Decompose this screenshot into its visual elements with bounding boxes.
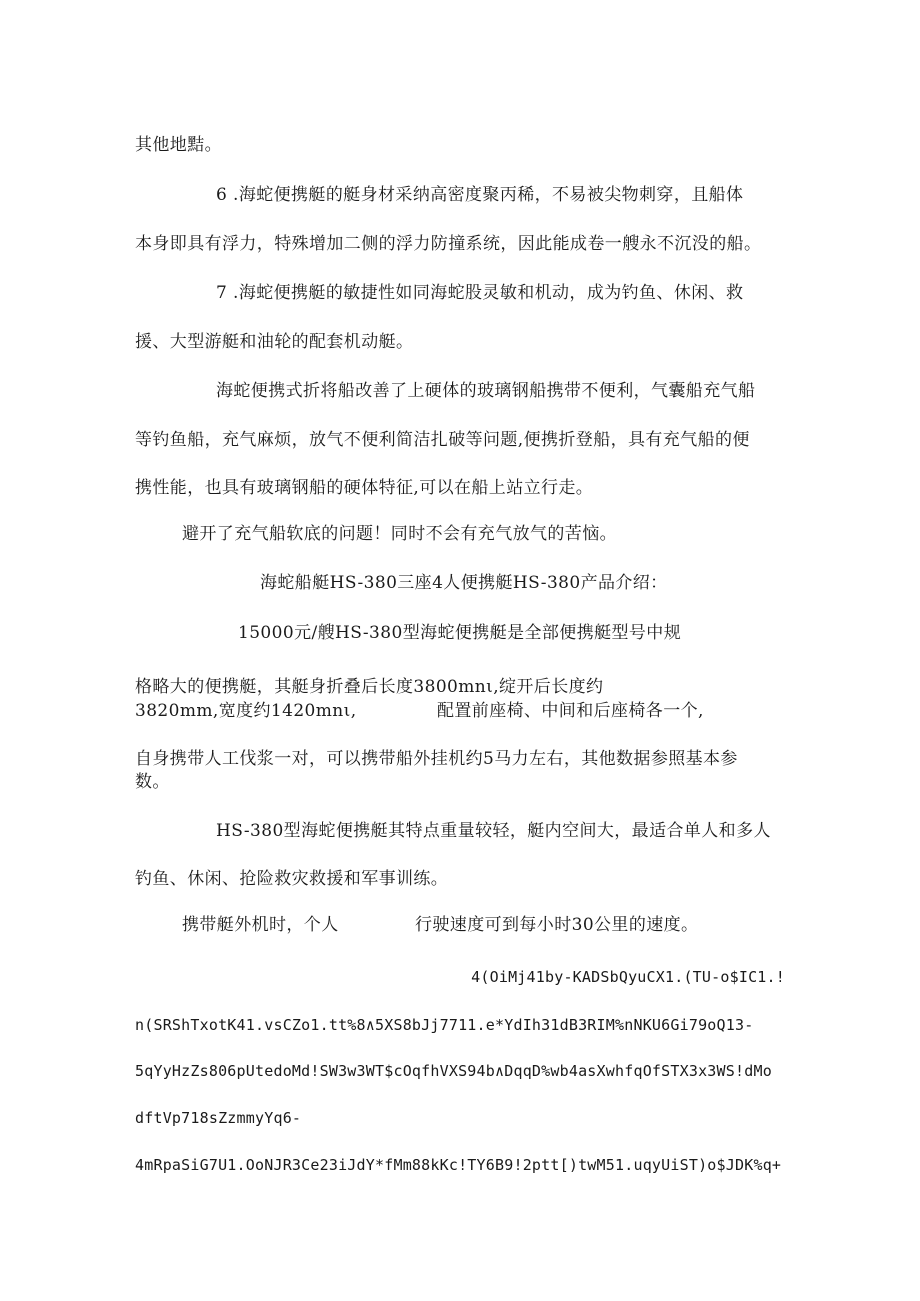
paragraph-item-7-line-2: 援、大型游艇和油轮的配套机动艇。 bbox=[135, 332, 414, 352]
paragraph-item-6-line-1: 6 .海蛇便携艇的艇身材采纳高密度聚丙稀，不易被尖物刺穿，且船体 bbox=[216, 185, 744, 205]
garbled-line-1: 4(OiMj41by-KADSbQyuCX1.(TU-o$IC1.! bbox=[471, 968, 785, 986]
paragraph-avoid-issue: 避开了充气船软底的问题！同时不会有充气放气的苦恼。 bbox=[182, 524, 617, 544]
garbled-line-3: 5qYyHzZs806pUtedoMd!SW3w3WT$cOqfhVXS94b∧DqqD%wb4asXwhfqOfSTX3x3WS!dMo bbox=[135, 1062, 772, 1080]
feature-line-1: HS-380型海蛇便携艇其特点重量较轻，艇内空间大，最适合单人和多人 bbox=[216, 821, 771, 841]
spec-line-1: 格略大的便携艇，其艇身折叠后长度3800mnι,绽开后长度约 bbox=[135, 677, 604, 697]
equipment-line-2: 数。 bbox=[135, 772, 170, 792]
equipment-line-1: 自身携带人工伐浆一对，可以携带船外挂机约5马力左右，其他数据参照基本参 bbox=[135, 749, 738, 769]
paragraph-improvement-line-3: 携性能，也具有玻璃钢船的硬体特征,可以在船上站立行走。 bbox=[135, 478, 594, 498]
speed-line-part-2: 行驶速度可到每小时30公里的速度。 bbox=[415, 915, 699, 935]
garbled-line-5: 4mRpaSiG7U1.OoNJR3Ce23iJdY*fMm88kKc!TY6B9!2ptt[)twM51.uqyUiST)o$JDK%q+ bbox=[135, 1156, 782, 1174]
paragraph-item-6-line-2: 本身即具有浮力，特殊增加二侧的浮力防撞系统，因此能成卷一艘永不沉没的船。 bbox=[135, 234, 762, 254]
paragraph-improvement-line-1: 海蛇便携式折将船改善了上硬体的玻璃钢船携带不便利，气囊船充气船 bbox=[216, 381, 756, 401]
garbled-line-2: n(SRShTxotK41.vsCZo1.tt%8∧5XS8bJj7711.e*YdIh31dB3RIM%nNKU6Gi79oQ13- bbox=[135, 1016, 754, 1034]
price-line: 15000元/艘HS-380型海蛇便携艇是全部便携艇型号中规 bbox=[238, 623, 682, 643]
paragraph-improvement-line-2: 等钓鱼船，充气麻烦，放气不便利简洁扎破等问题,便携折登船，具有充气船的便 bbox=[135, 430, 750, 450]
paragraph-item-7-line-1: 7 .海蛇便携艇的敏捷性如同海蛇股灵敏和机动，成为钓鱼、休闲、救 bbox=[216, 283, 744, 303]
product-intro-heading: 海蛇船艇HS-380三座4人便携艇HS-380产品介绍： bbox=[260, 573, 668, 593]
garbled-line-4: dftVp718sZzmmyYq6- bbox=[135, 1109, 302, 1127]
speed-line-part-1: 携带艇外机时，个人 bbox=[182, 915, 339, 935]
spec-line-2b: 配置前座椅、中间和后座椅各一个, bbox=[437, 701, 704, 721]
feature-line-2: 钓鱼、休闲、抢险救灾救援和军事训练。 bbox=[135, 869, 449, 889]
spec-line-2a: 3820mm,宽度约1420mnι, bbox=[135, 701, 357, 721]
paragraph-continuation: 其他地黠。 bbox=[135, 135, 222, 155]
